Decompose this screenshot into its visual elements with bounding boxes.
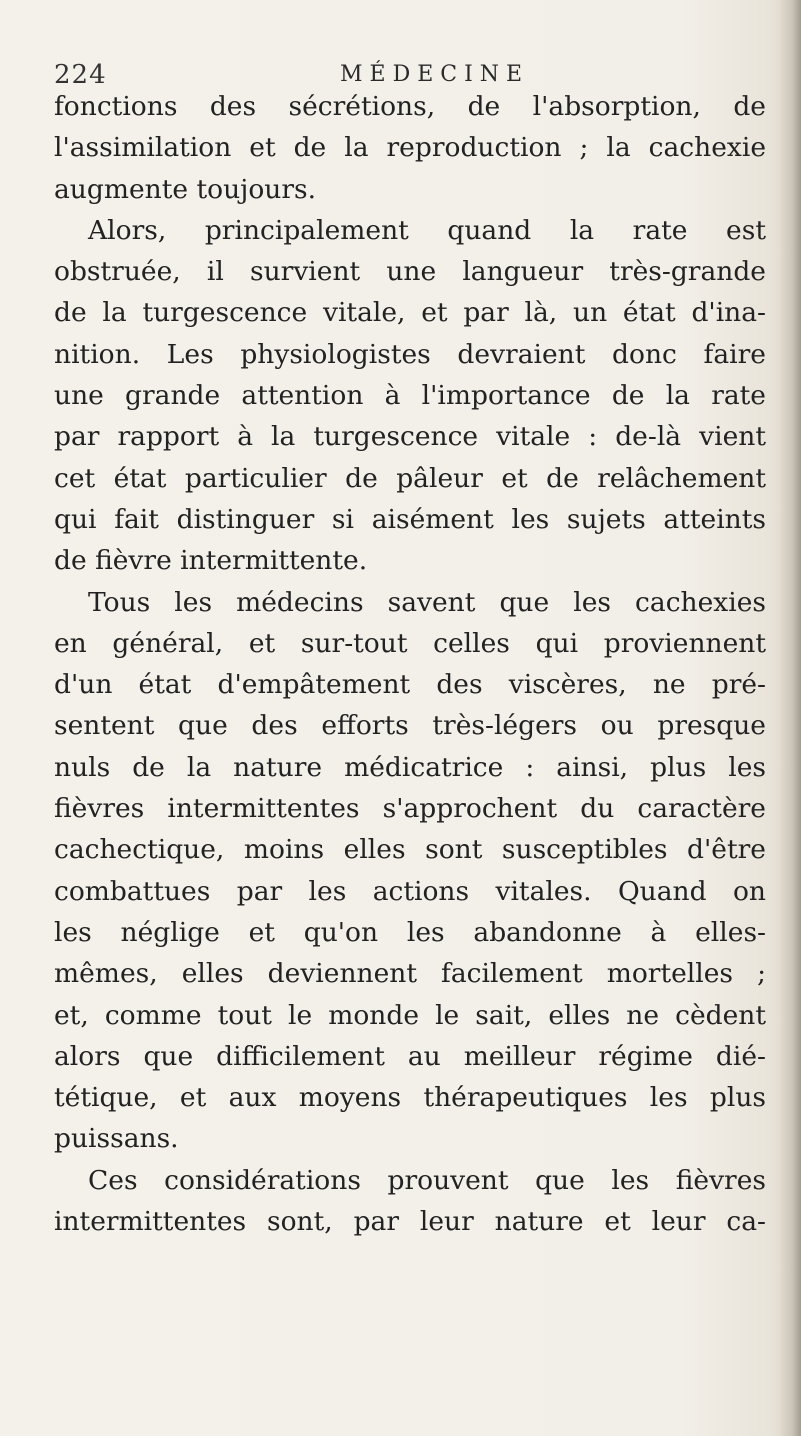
text-line: et, comme tout le monde le sait, elles ne cèdent bbox=[54, 999, 766, 1031]
text-line: nuls de la nature médicatrice : ainsi, plus les bbox=[54, 751, 766, 783]
text-line: mêmes, elles deviennent facilement mortelles ; bbox=[54, 958, 766, 990]
text-line: cet état particulier de pâleur et de relâchement bbox=[54, 462, 766, 494]
text-line: sentent que des efforts très-légers ou presque bbox=[54, 710, 766, 742]
text-line: Tous les médecins savent que les cachexies bbox=[88, 586, 766, 618]
text-line: intermittentes sont, par leur nature et leur ca- bbox=[54, 1206, 766, 1238]
text-line: obstruée, il survient une langueur très-grande bbox=[54, 256, 766, 288]
text-line: qui fait distinguer si aisément les sujets atteints bbox=[54, 503, 766, 535]
text-line: augmente toujours. bbox=[54, 173, 317, 205]
text-line: les néglige et qu'on les abandonne à elles- bbox=[54, 916, 766, 948]
text-line: par rapport à la turgescence vitale : de-là vient bbox=[54, 421, 766, 453]
text-line: fièvres intermittentes s'approchent du caractère bbox=[54, 793, 766, 825]
text-line: d'un état d'empâtement des viscères, ne pré- bbox=[54, 669, 766, 701]
page-edge-shadow bbox=[779, 0, 801, 1436]
text-line: fonctions des sécrétions, de l'absorption, de bbox=[54, 91, 766, 122]
text-line: alors que difficilement au meilleur régime dié- bbox=[54, 1040, 766, 1072]
text-line: une grande attention à l'importance de la rate bbox=[54, 380, 766, 412]
running-head: MÉDECINE bbox=[340, 62, 530, 87]
text-line: puissans. bbox=[54, 1123, 179, 1155]
text-line: de fièvre intermittente. bbox=[54, 545, 368, 577]
text-line: Alors, principalement quand la rate est bbox=[88, 214, 766, 246]
text-line: Ces considérations prouvent que les fièvres bbox=[88, 1164, 766, 1196]
body-text bbox=[54, 86, 766, 1242]
text-line: combattues par les actions vitales. Quand on bbox=[54, 875, 766, 907]
text-line: en général, et sur-tout celles qui proviennent bbox=[54, 627, 766, 659]
text-line: tétique, et aux moyens thérapeutiques les plus bbox=[54, 1082, 766, 1114]
text-line: de la turgescence vitale, et par là, un état d'ina- bbox=[54, 297, 766, 329]
text-line: l'assimilation et de la reproduction ; la cachexie bbox=[54, 132, 766, 164]
page-number: 224 bbox=[54, 60, 107, 90]
text-line: nition. Les physiologistes devraient donc faire bbox=[54, 338, 766, 370]
text-line: cachectique, moins elles sont susceptibles d'être bbox=[54, 834, 766, 866]
